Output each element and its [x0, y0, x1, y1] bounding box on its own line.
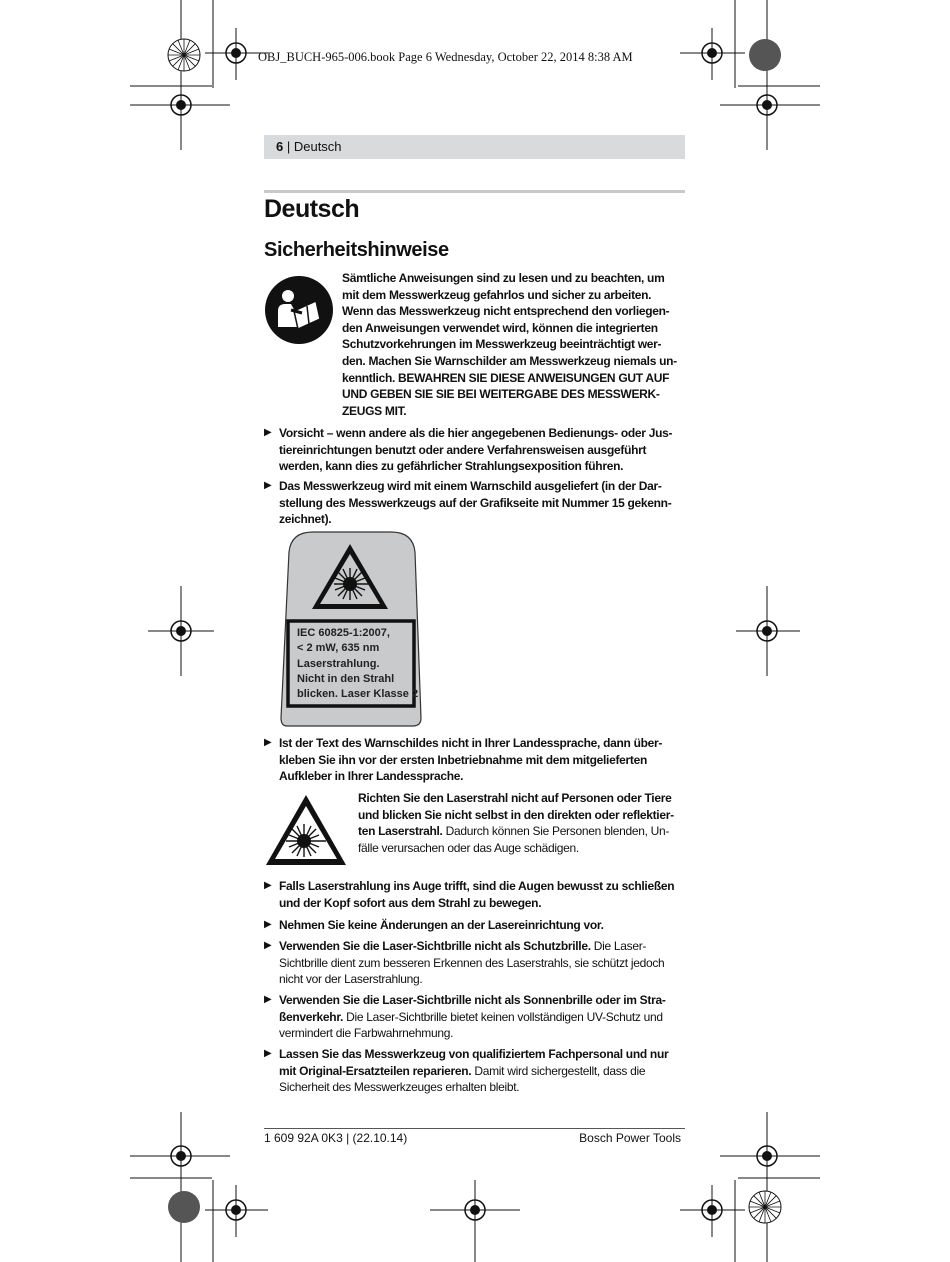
header-separator: | [283, 139, 294, 154]
bullet-text: Die Laser-Sichtbrille bietet keinen vollständigen UV-Schutz und [343, 1009, 663, 1024]
bullet-text: Die Laser- [590, 939, 647, 953]
bullet-item [264, 938, 689, 988]
bullet-line: zeichnet). [279, 512, 332, 527]
intro-line: den. Machen Sie Warnschilder am Messwerkzeug niemals un- [342, 353, 677, 368]
warning-line: Richten Sie den Laserstrahl nicht auf Personen oder Tiere [358, 791, 672, 805]
section-heading: Sicherheitshinweise [264, 239, 449, 261]
warning-line: und blicken Sie nicht selbst in den direkten oder reflektier- [358, 807, 674, 822]
laser-label-text [297, 626, 419, 702]
header-text [276, 139, 342, 154]
header-section: Deutsch [293, 139, 342, 154]
intro-line: Wenn das Messwerkzeug nicht entsprechend den vorliegen- [342, 304, 670, 319]
warning-line [358, 823, 690, 840]
bullet-line: vermindert die Farbwahrnehmung. [279, 1026, 454, 1041]
bullet-arrow-icon: ▶ [264, 427, 272, 438]
bullet-line: Falls Laserstrahlung ins Auge trifft, sind die Augen bewusst zu schließen [279, 879, 675, 893]
intro-line: ZEUGS MIT. [342, 403, 407, 418]
page-title: Deutsch [264, 195, 360, 223]
bullet-bold-text: ßenverkehr. [279, 1009, 344, 1024]
bullet-arrow-icon: ▶ [264, 940, 272, 951]
laser-warning-icon [264, 793, 348, 867]
bullet-line: stellung des Messwerkzeugs auf der Grafikseite mit Nummer 15 gekenn- [279, 495, 672, 510]
bullet-bold-text: Verwenden Sie die Laser-Sichtbrille nicht als Schutzbrille. [279, 939, 591, 953]
page-number: 6 [276, 139, 284, 154]
bullet-line: und der Kopf sofort aus dem Strahl zu bewegen. [279, 895, 542, 910]
laser-label-line: Nicht in den Strahl [297, 672, 395, 685]
running-header [264, 135, 685, 159]
warning-bold-text: ten Laserstrahl. [358, 824, 443, 839]
footer-rule [264, 1128, 685, 1129]
registration-target-icon [171, 43, 777, 1220]
bullet-line: werden, kann dies zu gefährlicher Strahlungsexposition führen. [279, 459, 624, 474]
intro-line: Sämtliche Anweisungen sind zu lesen und zu beachten, um [342, 271, 665, 285]
bullet-line: Ist der Text des Warnschildes nicht in Ihrer Landessprache, dann über- [279, 736, 663, 750]
bullet-item [264, 425, 689, 475]
bullet-arrow-icon: ▶ [264, 994, 272, 1005]
intro-line: mit dem Messwerkzeug gefahrlos und sicher zu arbeiten. [342, 287, 652, 302]
read-manual-icon [264, 275, 334, 345]
title-rule [264, 190, 685, 193]
bullet-arrow-icon: ▶ [264, 480, 272, 491]
intro-line: kenntlich. BEWAHREN SIE DIESE ANWEISUNGEN GUT AUF [342, 370, 670, 385]
bullet-arrow-icon: ▶ [264, 737, 272, 748]
bullet-item [264, 478, 689, 528]
bullet-line: Vorsicht – wenn andere als die hier angegebenen Bedienungs- oder Jus- [279, 426, 673, 440]
bullet-text: Damit wird sichergestellt, dass die [471, 1063, 646, 1078]
bullet-line: Das Messwerkzeug wird mit einem Warnschild ausgeliefert (in der Dar- [279, 479, 662, 493]
bullet-line: kleben Sie ihn vor der ersten Inbetriebnahme mit dem mitgelieferten [279, 752, 648, 767]
laser-label-line: blicken. Laser Klasse 2 [297, 688, 419, 701]
laser-label-line: < 2 mW, 635 nm [297, 642, 380, 655]
bullet-arrow-icon: ▶ [264, 919, 272, 930]
intro-paragraph [342, 270, 688, 419]
bullet-item [264, 992, 689, 1042]
footer-brand: Bosch Power Tools [579, 1131, 681, 1145]
bullet-line: Sicherheit des Messwerkzeuges erhalten bleibt. [279, 1080, 520, 1095]
laser-label-line: Laserstrahlung. [297, 657, 380, 670]
bullet-item [264, 735, 689, 785]
bullet-line [279, 938, 689, 955]
bullet-line: Verwenden Sie die Laser-Sichtbrille nicht als Sonnenbrille oder im Stra- [279, 993, 666, 1007]
bullet-arrow-icon: ▶ [264, 1048, 272, 1059]
bullet-item [264, 878, 689, 911]
bullet-arrow-icon: ▶ [264, 880, 272, 891]
laser-warning-paragraph [358, 790, 690, 856]
laser-label-line: IEC 60825-1:2007, [297, 627, 390, 639]
bullet-line [279, 1063, 689, 1080]
warning-line: fälle verursachen oder das Auge schädigen. [358, 840, 579, 855]
warning-text: Dadurch können Sie Personen blenden, Un- [442, 824, 670, 839]
bullet-item [264, 1046, 689, 1096]
intro-line: den Anweisungen verwendet wird, können die integrierten [342, 320, 658, 335]
bullet-line: nicht vor der Laserstrahlung. [279, 972, 423, 987]
intro-line: Schutzvorkehrungen im Messwerkzeug beeinträchtigt wer- [342, 337, 662, 352]
bullet-line: Lassen Sie das Messwerkzeug von qualifiziertem Fachpersonal und nur [279, 1047, 669, 1061]
printer-slug: OBJ_BUCH-965-006.book Page 6 Wednesday, October 22, 2014 8:38 AM [258, 50, 633, 64]
bullet-line: Nehmen Sie keine Änderungen an der Lasereinrichtung vor. [279, 918, 604, 932]
bullet-item [264, 917, 689, 934]
bullet-line: Aufkleber in Ihrer Landessprache. [279, 769, 464, 784]
bullet-line [279, 1009, 689, 1026]
intro-line: UND GEBEN SIE SIE BEI WEITERGABE DES MESSWERK- [342, 387, 660, 402]
bullet-bold-text: mit Original-Ersatzteilen reparieren. [279, 1063, 472, 1078]
bullet-line: Sichtbrille dient zum besseren Erkennen des Laserstrahls, sie schützt jedoch [279, 955, 665, 970]
footer-doc-number: 1 609 92A 0K3 | (22.10.14) [264, 1131, 408, 1145]
bullet-line: tiereinrichtungen benutzt oder andere Verfahrensweisen ausgeführt [279, 442, 647, 457]
